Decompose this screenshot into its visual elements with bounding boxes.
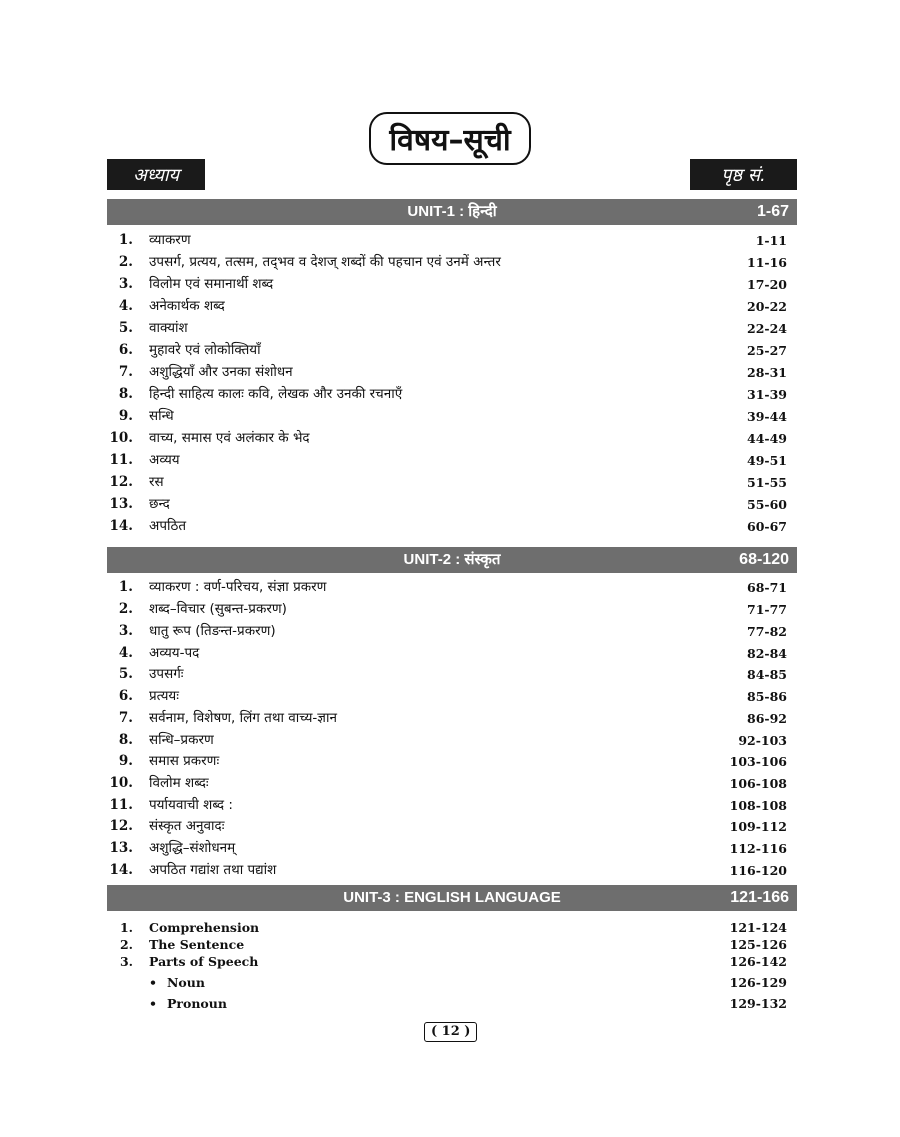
toc-row: [107, 953, 787, 970]
row-text: अपठित: [149, 518, 187, 534]
row-text: सर्वनाम, विशेषण, लिंग तथा वाच्य-ज्ञान: [149, 710, 337, 726]
row-pages: 49-51: [747, 453, 787, 468]
toc-subrow: [107, 974, 787, 991]
row-pages: 22-24: [747, 321, 787, 336]
toc-row: [107, 816, 787, 837]
toc-row: [107, 406, 787, 427]
row-text: मुहावरे एवं लोकोक्तियाँ: [149, 342, 261, 358]
row-pages: 39-44: [747, 409, 787, 424]
row-number: 3.: [118, 276, 133, 292]
toc-row: [107, 664, 787, 685]
row-text: उपसर्गः: [149, 666, 184, 682]
row-text: अनेकार्थक शब्द: [149, 298, 225, 314]
unit-1-bar: [107, 199, 797, 225]
unit-title: UNIT-1 : हिन्दी: [407, 203, 497, 220]
row-text: पर्यायवाची शब्द :: [149, 797, 233, 813]
unit-pages: 68-120: [739, 551, 789, 568]
toc-row: [107, 751, 787, 772]
row-pages: 92-103: [738, 733, 787, 748]
row-text: अशुद्धि–संशोधनम्: [149, 840, 236, 856]
row-number: 3.: [119, 954, 133, 969]
row-number: 7.: [118, 710, 133, 726]
row-text: अव्यय-पद: [149, 645, 200, 661]
toc-row: [107, 384, 787, 405]
toc-row: [107, 599, 787, 620]
row-pages: 55-60: [747, 497, 787, 512]
row-pages: 25-27: [747, 343, 787, 358]
row-text: वाक्यांश: [149, 320, 188, 336]
toc-row: [107, 838, 787, 859]
toc-subrow: [107, 995, 787, 1012]
row-pages: 108-108: [729, 798, 787, 813]
row-number: 14.: [109, 862, 133, 878]
row-number: 6.: [118, 342, 133, 358]
row-pages: 103-106: [729, 754, 787, 769]
row-number: 12.: [109, 474, 133, 490]
row-pages: 125-126: [729, 937, 787, 952]
row-text: उपसर्ग, प्रत्यय, तत्सम, तद्‌भव व देशज् शब्दों की पहचान एवं उनमें अन्तर: [149, 254, 501, 270]
row-number: 14.: [109, 518, 133, 534]
row-pages: 121-124: [729, 920, 787, 935]
row-text: Comprehension: [149, 920, 260, 935]
row-text: Pronoun: [167, 996, 227, 1011]
row-number: 2.: [118, 254, 133, 270]
row-text: धातु रूप (तिङन्त-प्रकरण): [149, 623, 276, 639]
unit-3-bar: [107, 885, 797, 911]
row-text: हिन्दी साहित्य कालः कवि, लेखक और उनकी रचनाएँ: [149, 386, 403, 402]
row-pages: 84-85: [747, 667, 787, 682]
bullet: •: [149, 996, 157, 1011]
unit-pages: 121-166: [730, 889, 789, 906]
toc-row: [107, 252, 787, 273]
row-text: The Sentence: [149, 937, 245, 952]
row-number: 2.: [119, 937, 133, 952]
row-number: 1.: [119, 920, 133, 935]
row-pages: 1-11: [755, 233, 787, 248]
chapter-header: अध्याय: [107, 159, 205, 190]
row-number: 4.: [118, 645, 133, 661]
row-number: 7.: [118, 364, 133, 380]
row-pages: 82-84: [747, 646, 787, 661]
row-number: 10.: [109, 775, 133, 791]
row-number: 13.: [109, 496, 133, 512]
row-pages: 11-16: [747, 255, 787, 270]
row-number: 4.: [118, 298, 133, 314]
page-number: ( 12 ): [424, 1022, 477, 1042]
row-text: अशुद्धियाँ और उनका संशोधन: [149, 364, 293, 380]
row-number: 9.: [118, 753, 133, 769]
toc-row: [107, 340, 787, 361]
unit-pages: 1-67: [756, 203, 789, 220]
row-pages: 106-108: [729, 776, 787, 791]
row-text: व्याकरण : वर्ण-परिचय, संज्ञा प्रकरण: [149, 579, 327, 595]
toc-row: [107, 643, 787, 664]
toc-row: [107, 936, 787, 953]
row-number: 1.: [118, 579, 133, 595]
toc-row: [107, 428, 787, 449]
row-number: 10.: [109, 430, 133, 446]
page-number-header: पृष्ठ सं.: [690, 159, 797, 190]
row-pages: 51-55: [747, 475, 787, 490]
row-pages: 20-22: [747, 299, 787, 314]
toc-row: [107, 773, 787, 794]
toc-row: [107, 708, 787, 729]
row-pages: 77-82: [747, 624, 787, 639]
unit-title: UNIT-3 : ENGLISH LANGUAGE: [343, 889, 561, 906]
row-pages: 44-49: [747, 431, 787, 446]
row-text: व्याकरण: [149, 232, 191, 248]
row-text: प्रत्ययः: [149, 688, 179, 704]
row-number: 3.: [118, 623, 133, 639]
row-pages: 68-71: [747, 580, 787, 595]
unit-title: UNIT-2 : संस्कृत: [403, 551, 501, 568]
toc-row: [107, 230, 787, 251]
row-pages: 129-132: [729, 996, 787, 1011]
toc-row: [107, 274, 787, 295]
toc-row: [107, 450, 787, 471]
bullet: •: [149, 975, 157, 990]
toc-row: [107, 318, 787, 339]
toc-row: [107, 860, 787, 881]
row-text: संस्कृत अनुवादः: [149, 818, 225, 834]
row-text: वाच्य, समास एवं अलंकार के भेद: [149, 430, 310, 446]
toc-row: [107, 362, 787, 383]
row-number: 8.: [118, 386, 133, 402]
row-number: 5.: [118, 666, 133, 682]
toc-row: [107, 516, 787, 537]
row-text: सन्धि–प्रकरण: [149, 732, 214, 748]
row-text: विलोम शब्दः: [149, 775, 209, 791]
toc-row: [107, 730, 787, 751]
row-number: 11.: [109, 452, 133, 468]
row-number: 9.: [118, 408, 133, 424]
row-number: 13.: [109, 840, 133, 856]
toc-row: [107, 494, 787, 515]
row-pages: 31-39: [747, 387, 787, 402]
row-number: 12.: [109, 818, 133, 834]
page-title: विषय–सूची: [369, 112, 530, 165]
row-number: 6.: [118, 688, 133, 704]
toc-row: [107, 577, 787, 598]
row-pages: 116-120: [729, 863, 787, 878]
row-text: छन्द: [149, 496, 170, 512]
row-text: समास प्रकरणः: [149, 753, 220, 769]
row-text: Noun: [167, 975, 205, 990]
toc-row: [107, 621, 787, 642]
row-pages: 17-20: [747, 277, 787, 292]
row-pages: 126-129: [729, 975, 787, 990]
unit-2-bar: [107, 547, 797, 573]
toc-row: [107, 795, 787, 816]
row-pages: 109-112: [729, 819, 787, 834]
row-pages: 85-86: [747, 689, 787, 704]
toc-row: [107, 472, 787, 493]
row-text: विलोम एवं समानार्थी शब्द: [149, 276, 274, 292]
row-number: 5.: [118, 320, 133, 336]
row-pages: 60-67: [747, 519, 787, 534]
row-pages: 112-116: [729, 841, 787, 856]
row-text: शब्द–विचार (सुबन्त-प्रकरण): [149, 601, 287, 617]
row-text: रस: [149, 474, 164, 490]
row-number: 11.: [109, 797, 133, 813]
row-pages: 86-92: [747, 711, 787, 726]
row-number: 8.: [118, 732, 133, 748]
toc-row: [107, 686, 787, 707]
row-pages: 126-142: [729, 954, 787, 969]
row-text: अव्यय: [149, 452, 180, 468]
row-pages: 28-31: [747, 365, 787, 380]
toc-row: [107, 296, 787, 317]
row-number: 2.: [118, 601, 133, 617]
toc-row: [107, 919, 787, 936]
row-text: Parts of Speech: [149, 954, 259, 969]
row-text: अपठित गद्यांश तथा पद्यांश: [149, 862, 277, 878]
row-number: 1.: [118, 232, 133, 248]
row-pages: 71-77: [747, 602, 787, 617]
row-text: सन्धि: [149, 408, 174, 424]
title-wrap: [0, 112, 900, 165]
